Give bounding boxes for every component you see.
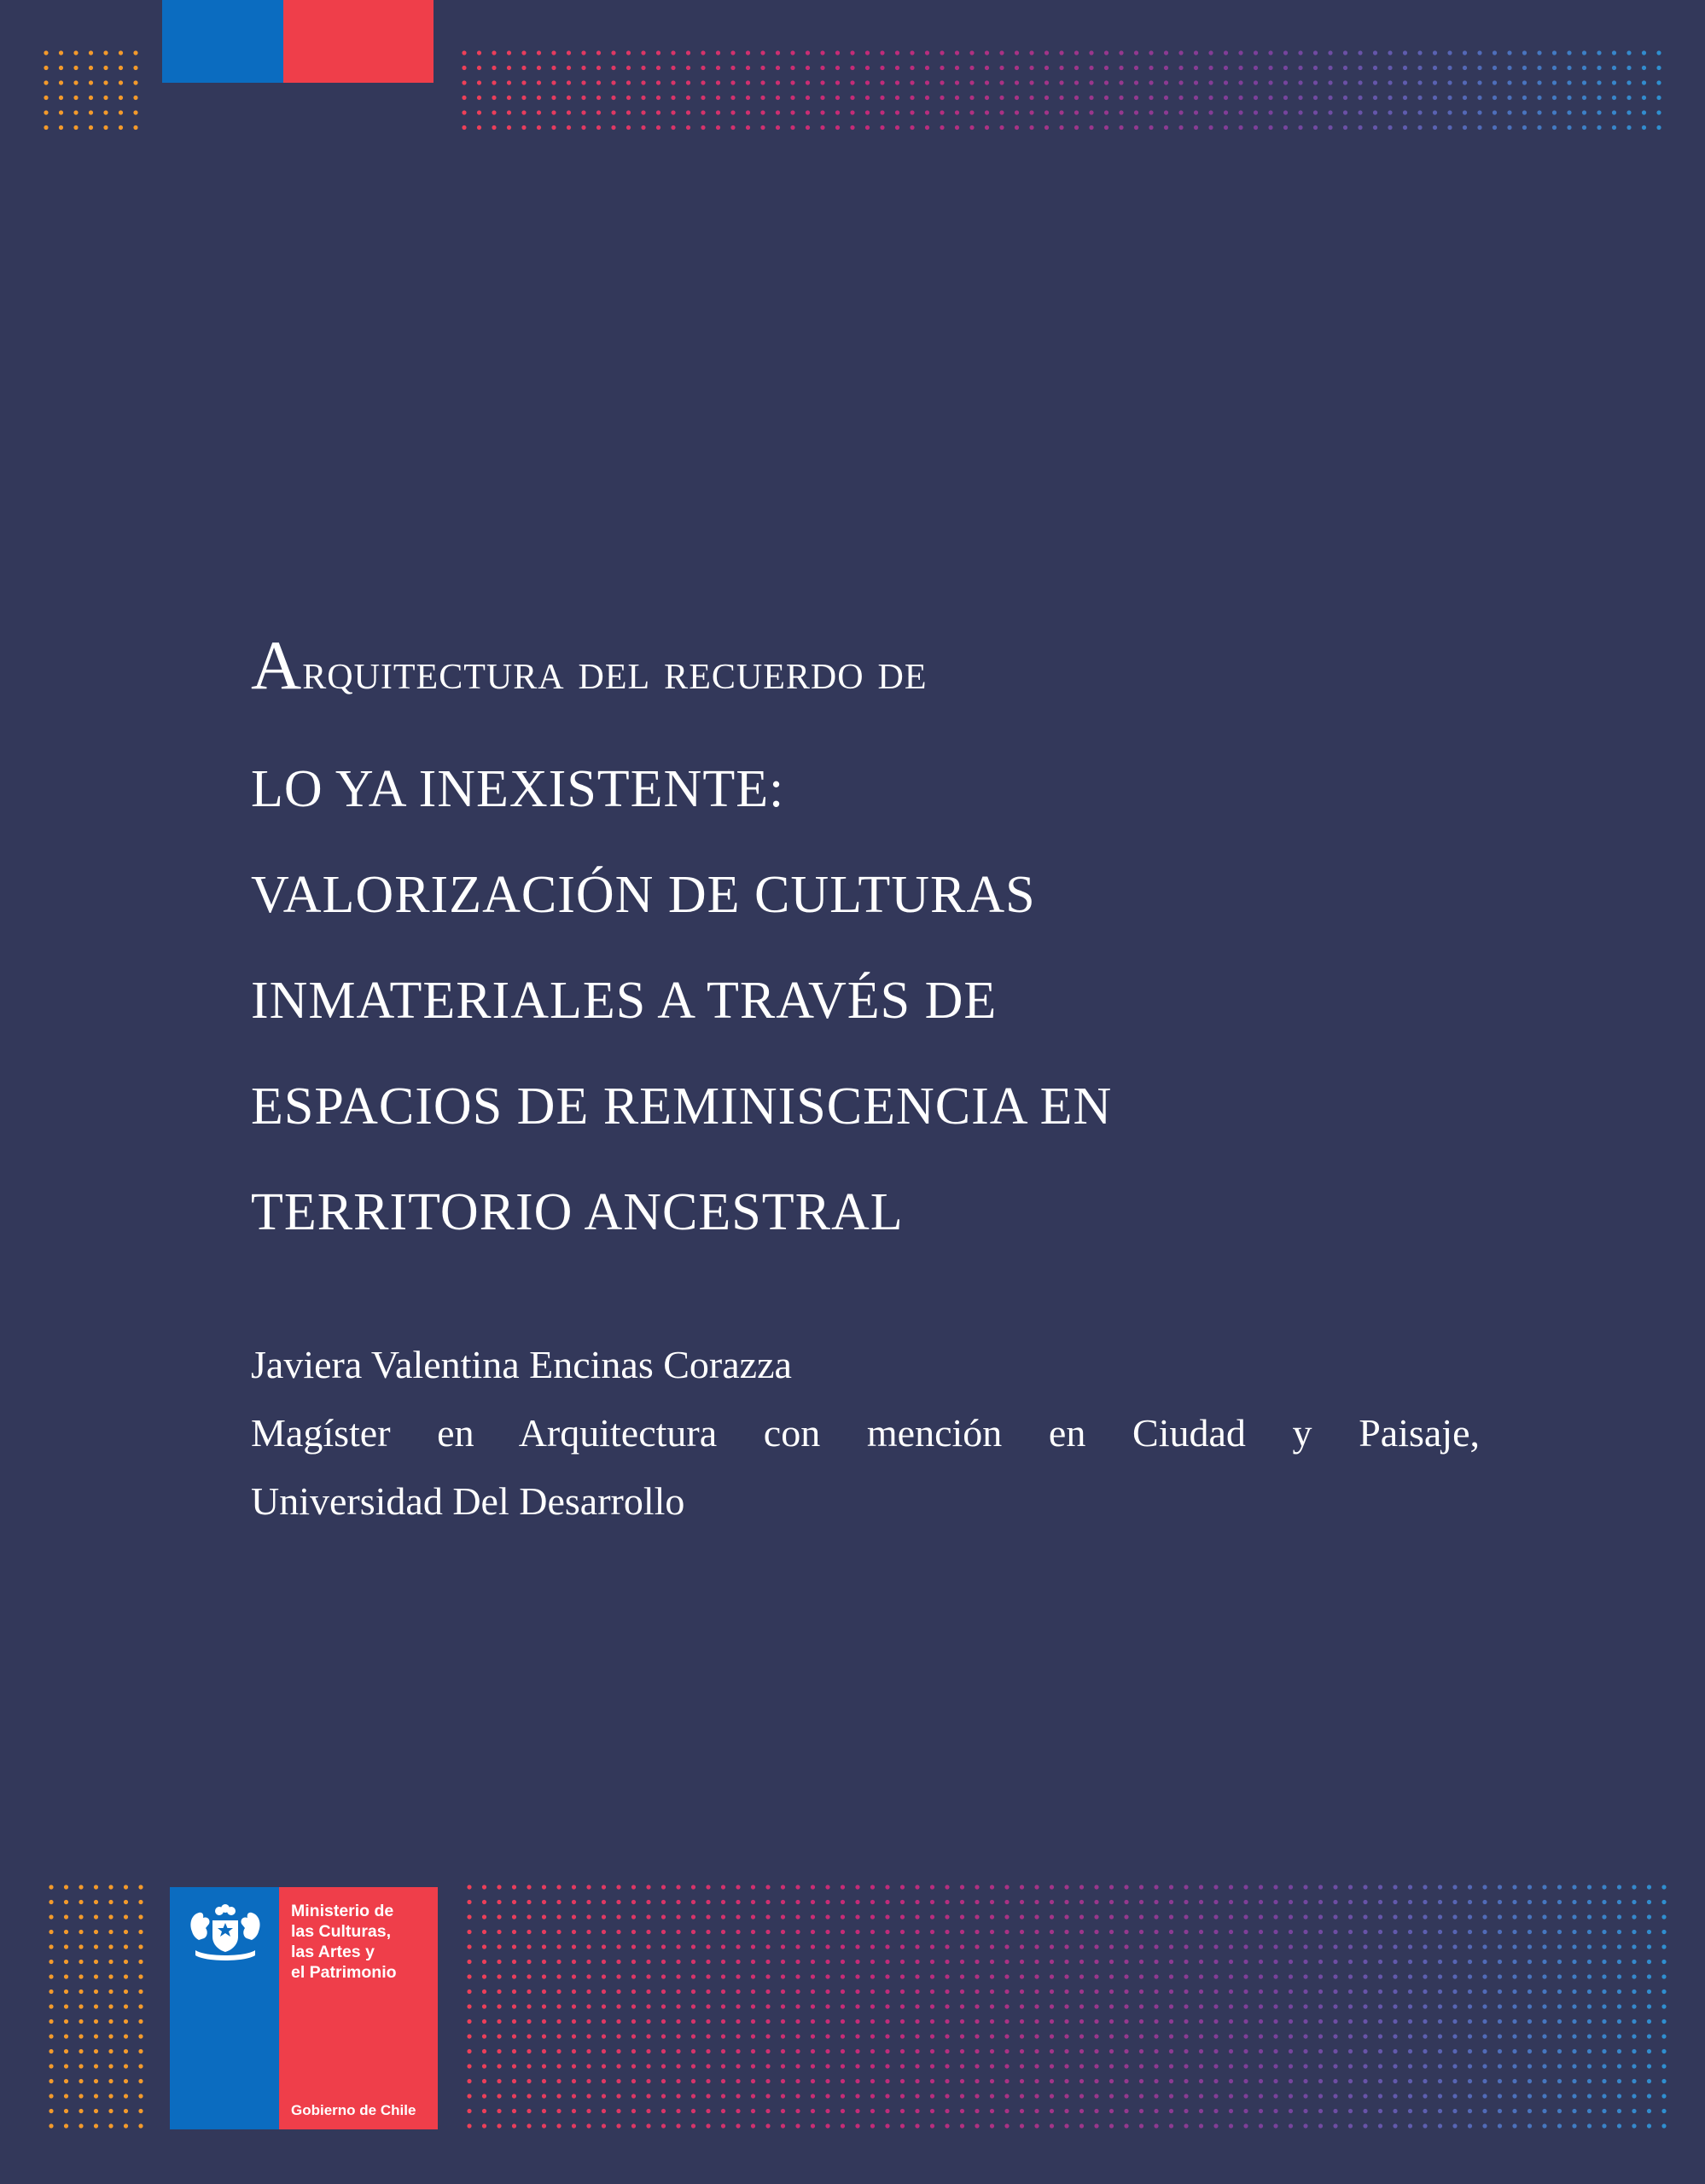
title-line-1 [251,613,1497,724]
ministry-name-line-1: Ministerio de [291,1902,394,1920]
ministry-logo [170,1887,438,2129]
top-left-dot-pattern [43,49,145,135]
title-line-2: LO YA INEXISTENTE: [251,760,785,818]
ministry-name-line-3: las Artes y [291,1943,375,1961]
author-name: Javiera Valentina Encinas Corazza [251,1343,792,1386]
ministry-name [291,1901,438,1983]
top-right-dot-pattern [461,49,1673,135]
title-line-1-rest: rquitectura del recuerdo de [302,643,928,700]
flag-blue-block [162,0,283,83]
title-line-6: TERRITORIO ANCESTRAL [251,1183,904,1241]
author-info [251,1331,1480,1536]
government-label: Gobierno de Chile [291,2102,416,2118]
title-initial-capital: A [251,626,303,704]
bottom-right-dot-pattern [466,1884,1678,2136]
top-flag-bar [162,0,434,83]
degree-line-2: Universidad Del Desarrollo [251,1479,685,1523]
ministry-name-line-4: el Patrimonio [291,1963,397,1982]
title-line-5: ESPACIOS DE REMINISCENCIA EN [251,1077,1113,1136]
logo-red-panel [279,1887,438,2129]
coat-of-arms-icon [180,1897,271,1962]
document-title [251,613,1497,1265]
flag-red-block [283,0,434,83]
logo-blue-panel [170,1887,279,2129]
title-line-4: INMATERIALES A TRAVÉS DE [251,972,998,1030]
bottom-left-dot-pattern [48,1884,150,2136]
ministry-name-line-2: las Culturas, [291,1922,392,1941]
degree-line-1: Magíster en Arquitectura con mención en Ciudad y Paisaje, [251,1411,1480,1455]
title-line-3: VALORIZACIÓN DE CULTURAS [251,866,1036,924]
